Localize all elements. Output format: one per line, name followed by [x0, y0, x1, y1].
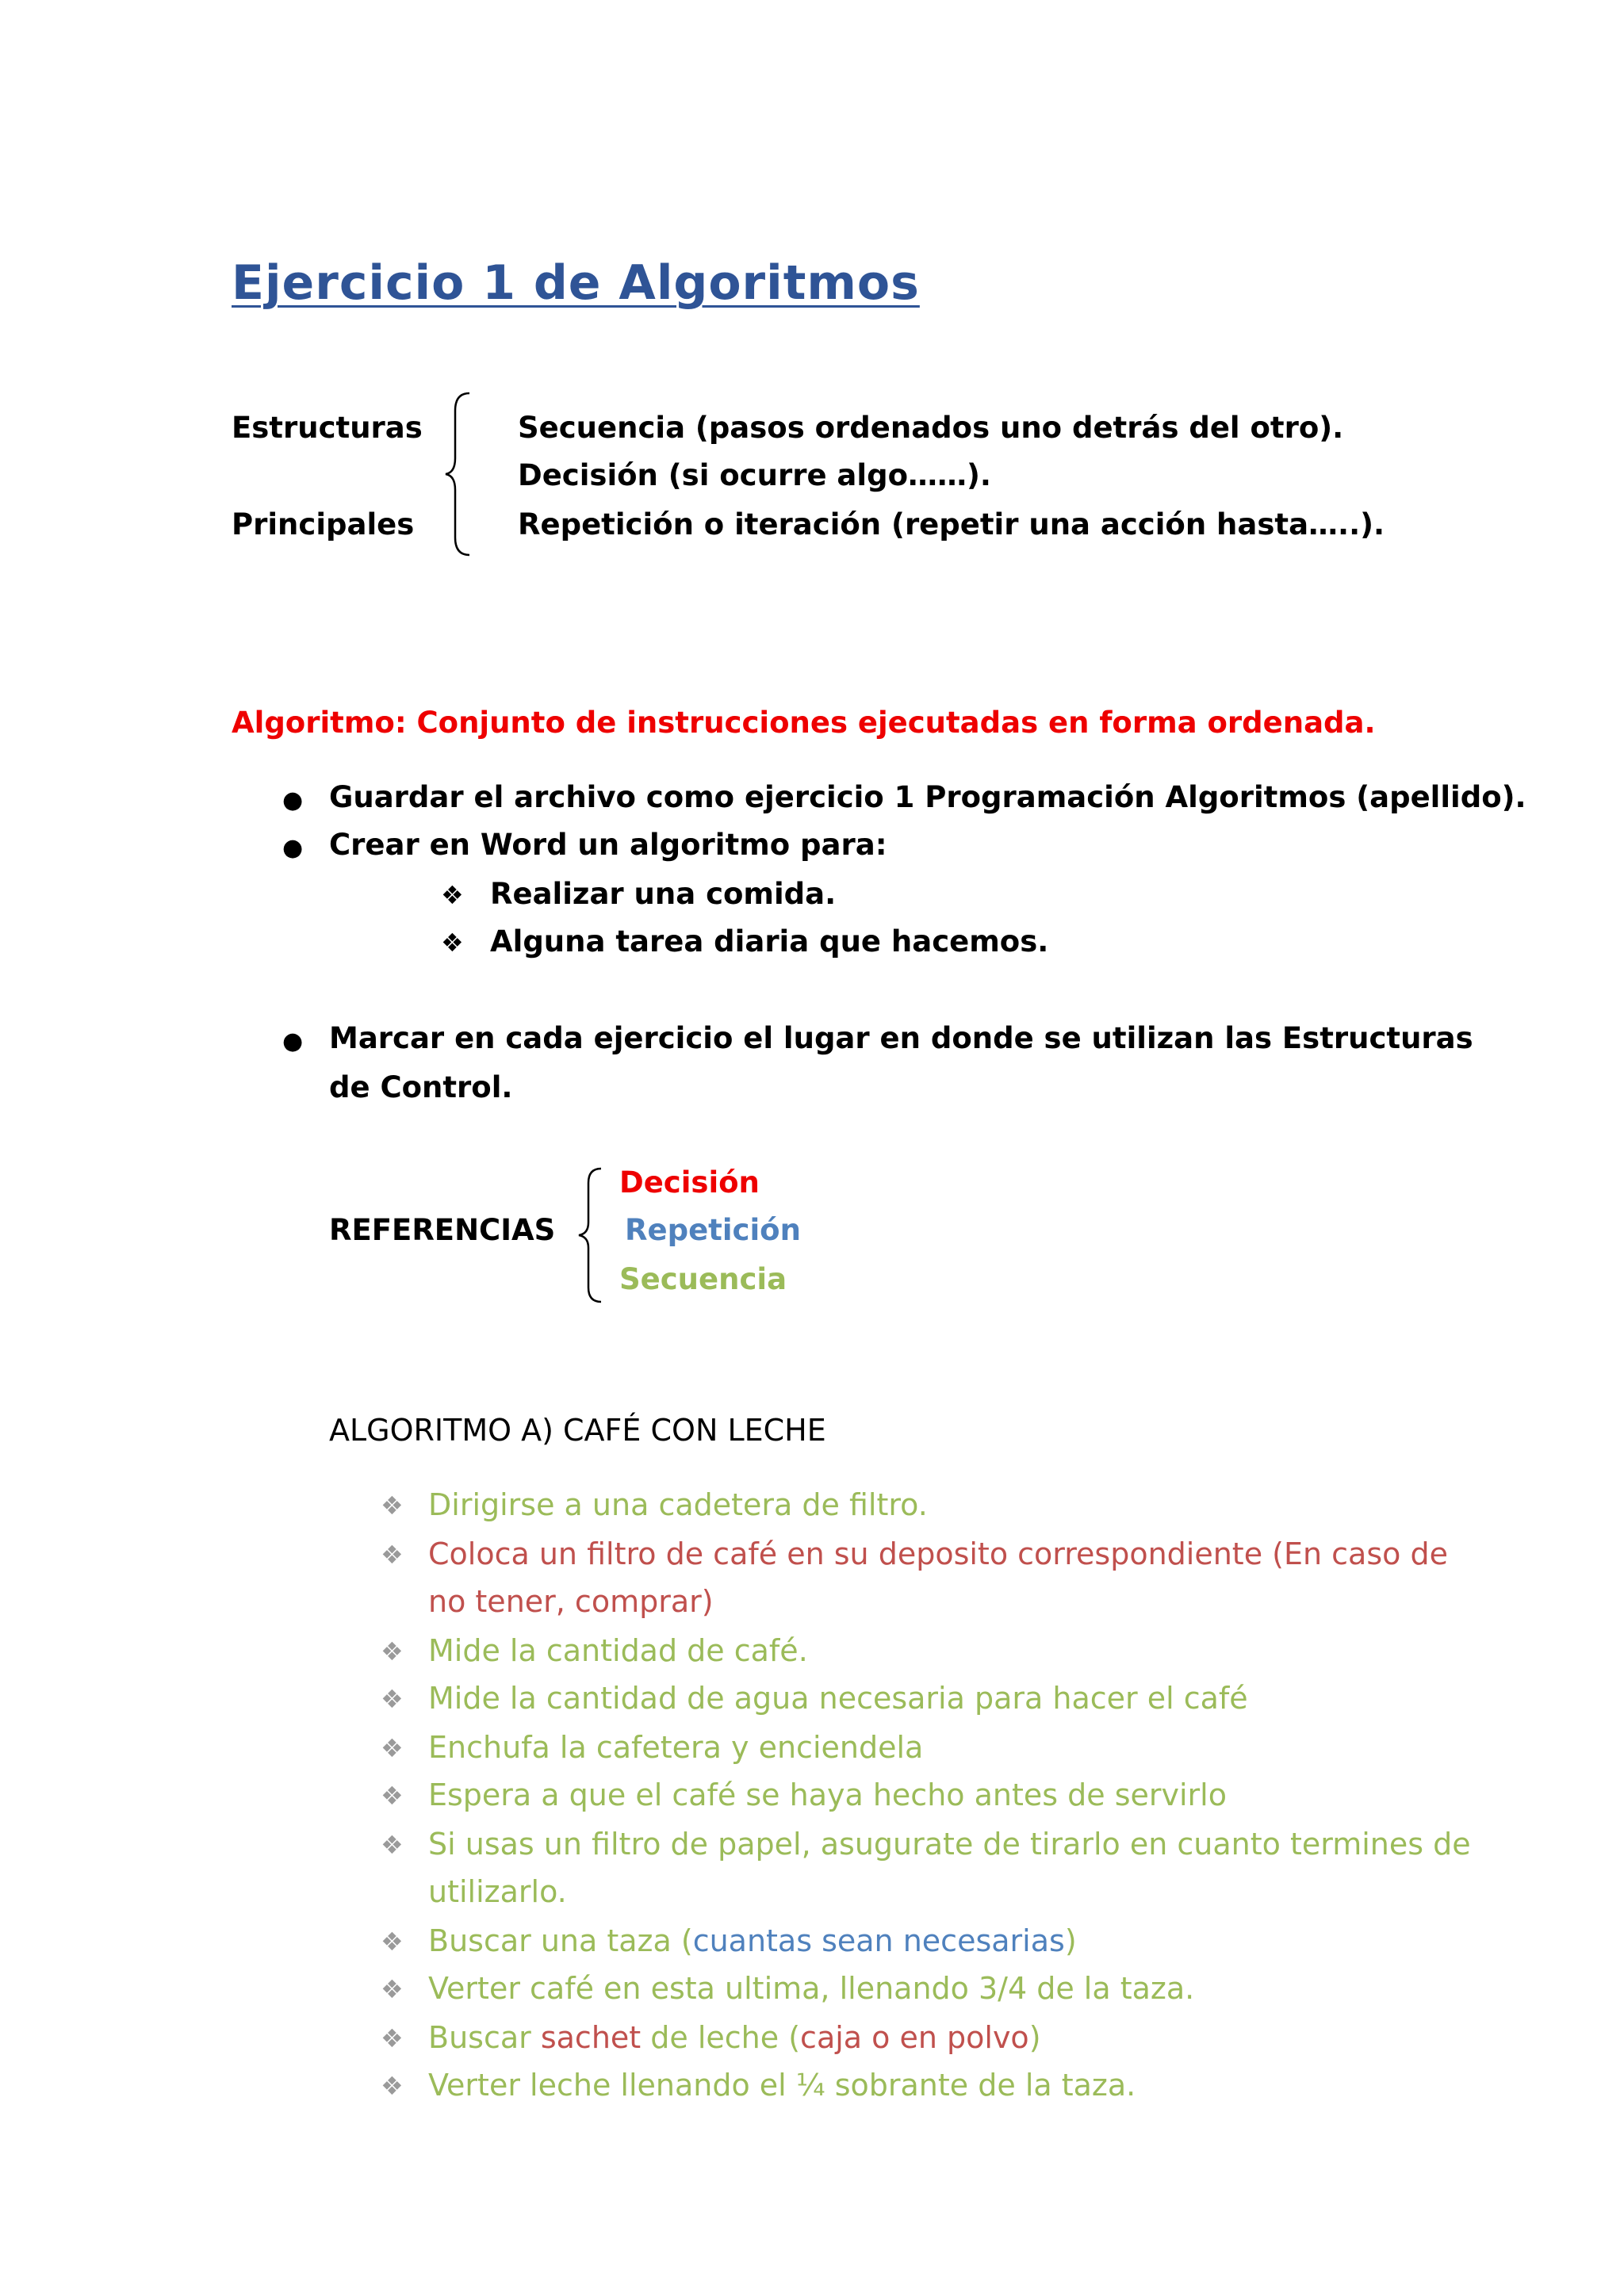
- bullet-icon: ●: [282, 834, 304, 862]
- bullet-icon: ●: [282, 786, 304, 814]
- ref-secuencia: Secuencia: [619, 1262, 787, 1296]
- step-2-cont: no tener, comprar): [428, 1584, 714, 1619]
- diamond-bullet-icon: ❖: [381, 1636, 404, 1667]
- step-7: Si usas un filtro de papel, asugurate de tirarlo en cuanto termines de: [428, 1827, 1471, 1862]
- ref-repeticion: Repetición: [625, 1213, 801, 1247]
- step-2: Coloca un filtro de café en su deposito correspondiente (En caso de: [428, 1536, 1448, 1571]
- bullet-marcar-cont: de Control.: [329, 1070, 513, 1104]
- step-10-caja: caja o en polvo: [800, 2020, 1029, 2055]
- diamond-bullet-icon: ❖: [381, 1684, 404, 1714]
- step-4: Mide la cantidad de agua necesaria para hacer el café: [428, 1681, 1248, 1716]
- estructura-decision: Decisión (si ocurre algo……).: [518, 458, 991, 492]
- estructuras-label: Estructuras: [232, 411, 423, 445]
- diamond-bullet-icon: ❖: [381, 1540, 404, 1570]
- bullet-marcar: Marcar en cada ejercicio el lugar en donde se utilizan las Estructuras: [329, 1021, 1473, 1055]
- step-10-sachet: sachet: [540, 2020, 642, 2055]
- step-10-b: de leche (: [641, 2020, 801, 2055]
- estructura-secuencia: Secuencia (pasos ordenados uno detrás del otro).: [518, 411, 1344, 445]
- step-10: [428, 2020, 1041, 2055]
- diamond-bullet-icon: ❖: [381, 1781, 404, 1811]
- estructura-repeticion: Repetición o iteración (repetir una acción hasta…..).: [518, 507, 1385, 541]
- diamond-bullet-icon: ❖: [381, 1733, 404, 1763]
- principales-label: Principales: [232, 507, 415, 541]
- diamond-bullet-icon: ❖: [381, 1830, 404, 1860]
- bullet-icon: ●: [282, 1027, 304, 1055]
- sub-bullet-comida: Realizar una comida.: [490, 877, 837, 911]
- diamond-bullet-icon: ❖: [381, 1490, 404, 1521]
- step-11: Verter leche llenando el ¼ sobrante de la taza.: [428, 2068, 1136, 2103]
- step-8-start: Buscar una taza (: [428, 1923, 693, 1958]
- diamond-bullet-icon: ❖: [381, 2023, 404, 2053]
- step-1: Dirigirse a una cadetera de filtro.: [428, 1487, 928, 1522]
- algoritmo-a-heading: ALGORITMO A) CAFÉ CON LECHE: [329, 1413, 826, 1448]
- diamond-bullet-icon: ❖: [381, 1974, 404, 2004]
- estructuras-brace: [444, 390, 476, 558]
- step-5: Enchufa la cafetera y enciendela: [428, 1730, 924, 1765]
- referencias-brace: [577, 1165, 606, 1307]
- step-10-c: ): [1028, 2020, 1041, 2055]
- sub-bullet-tarea: Alguna tarea diaria que hacemos.: [490, 924, 1049, 959]
- ref-decision: Decisión: [619, 1165, 760, 1200]
- diamond-bullet-icon: ❖: [381, 2071, 404, 2101]
- step-8: [428, 1923, 1077, 1958]
- referencias-label: REFERENCIAS: [329, 1213, 556, 1247]
- step-3: Mide la cantidad de café.: [428, 1633, 808, 1668]
- page-title: Ejercicio 1 de Algoritmos: [232, 255, 920, 311]
- step-8-end: ): [1064, 1923, 1077, 1958]
- step-6: Espera a que el café se haya hecho antes de servirlo: [428, 1777, 1227, 1812]
- step-8-repeticion: cuantas sean necesarias: [692, 1923, 1065, 1958]
- step-9: Verter café en esta ultima, llenando 3/4 de la taza.: [428, 1971, 1195, 2006]
- step-10-a: Buscar: [428, 2020, 541, 2055]
- bullet-crear: Crear en Word un algoritmo para:: [329, 828, 887, 862]
- diamond-bullet-icon: ❖: [381, 1927, 404, 1957]
- diamond-bullet-icon: ❖: [441, 880, 464, 910]
- step-7-cont: utilizarlo.: [428, 1874, 567, 1909]
- diamond-bullet-icon: ❖: [441, 928, 464, 958]
- bullet-guardar: Guardar el archivo como ejercicio 1 Programación Algoritmos (apellido).: [329, 780, 1526, 814]
- definicion-algoritmo: Algoritmo: Conjunto de instrucciones ejecutadas en forma ordenada.: [232, 706, 1376, 740]
